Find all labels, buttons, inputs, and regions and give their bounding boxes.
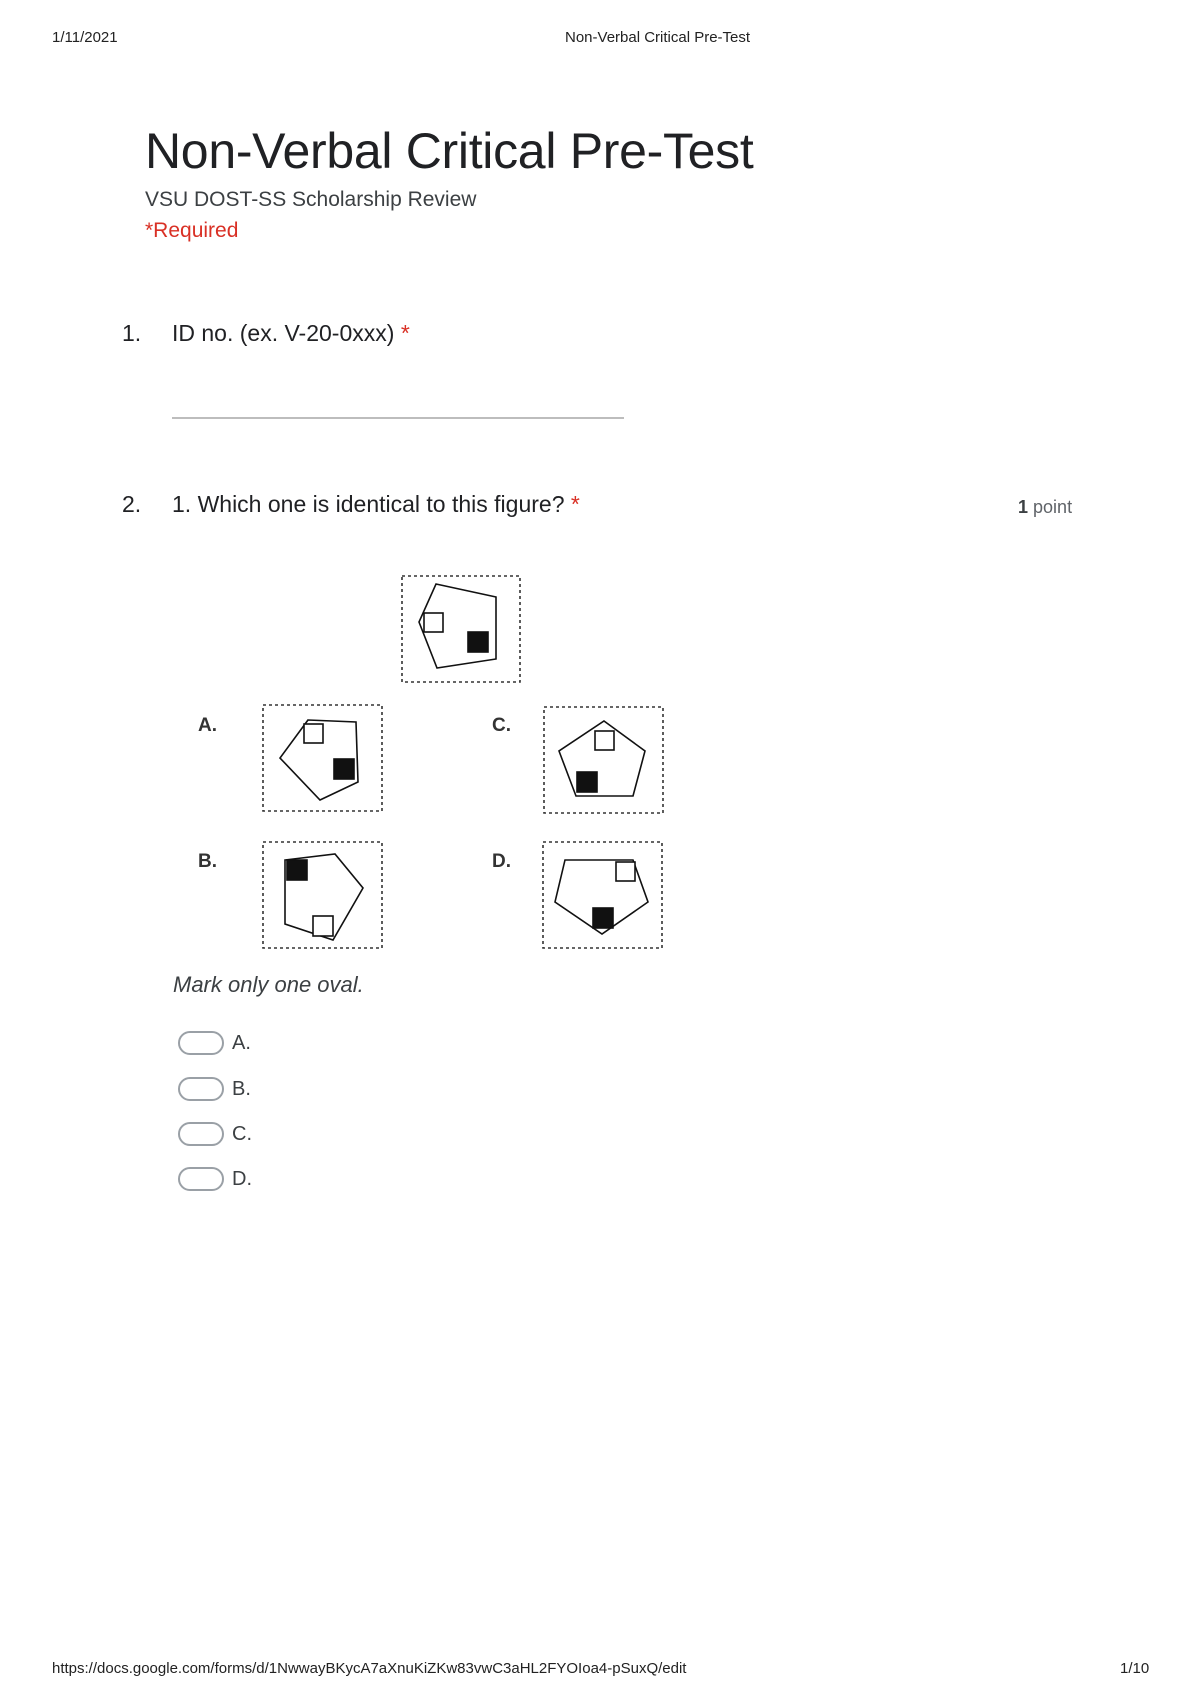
option-a-figure [280, 720, 358, 800]
required-asterisk: * [570, 491, 580, 517]
print-doc-title: Non-Verbal Critical Pre-Test [565, 29, 751, 46]
oval-radio-icon[interactable] [178, 1031, 224, 1055]
question-2-number: 2. [122, 491, 142, 517]
question-1-number: 1. [122, 320, 142, 346]
option-d-frame [543, 842, 662, 948]
option-c[interactable] [178, 1118, 252, 1150]
question-1-label: ID no. (ex. V-20-0xxx) [172, 320, 395, 346]
required-note: *Required [145, 219, 239, 242]
id-answer-field[interactable] [172, 417, 624, 419]
option-label: D. [232, 1167, 252, 1190]
form-subtitle: VSU DOST-SS Scholarship Review [145, 188, 477, 211]
reference-figure-frame [402, 576, 520, 682]
question-figure-image [190, 568, 680, 958]
oval-radio-icon[interactable] [178, 1077, 224, 1101]
option-c-figure [559, 721, 645, 796]
print-date: 1/11/2021 [52, 29, 118, 46]
points-unit: point [1033, 497, 1073, 517]
option-b[interactable] [178, 1073, 251, 1105]
required-asterisk: * [400, 320, 410, 346]
question-2-label: 1. Which one is identical to this figure? [172, 491, 565, 517]
option-a[interactable] [178, 1027, 251, 1059]
points-value: 1 [1018, 497, 1029, 517]
question-1-text [172, 320, 410, 347]
option-d-figure [555, 860, 648, 934]
mark-instruction: Mark only one oval. [173, 972, 364, 997]
oval-radio-icon[interactable] [178, 1167, 224, 1191]
figure-option-label-a: A. [198, 715, 217, 736]
figure-option-label-d: D. [492, 851, 511, 872]
option-d[interactable] [178, 1163, 252, 1195]
option-label: C. [232, 1122, 252, 1145]
figure-option-label-c: C. [492, 715, 511, 736]
option-label: B. [232, 1077, 251, 1100]
print-page-number: 1/10 [1120, 1660, 1150, 1677]
print-url: https://docs.google.com/forms/d/1NwwayBKycA7aXnuKiZKw83vwC3aHL2FYOIoa4-pSuxQ/edit [52, 1660, 687, 1677]
form-title: Non-Verbal Critical Pre-Test [145, 123, 754, 179]
reference-figure [419, 584, 496, 668]
option-label: A. [232, 1031, 251, 1054]
option-b-figure [285, 854, 363, 940]
question-points [1018, 497, 1072, 518]
figure-option-label-b: B. [198, 851, 217, 872]
oval-radio-icon[interactable] [178, 1122, 224, 1146]
question-2-text [172, 491, 580, 518]
